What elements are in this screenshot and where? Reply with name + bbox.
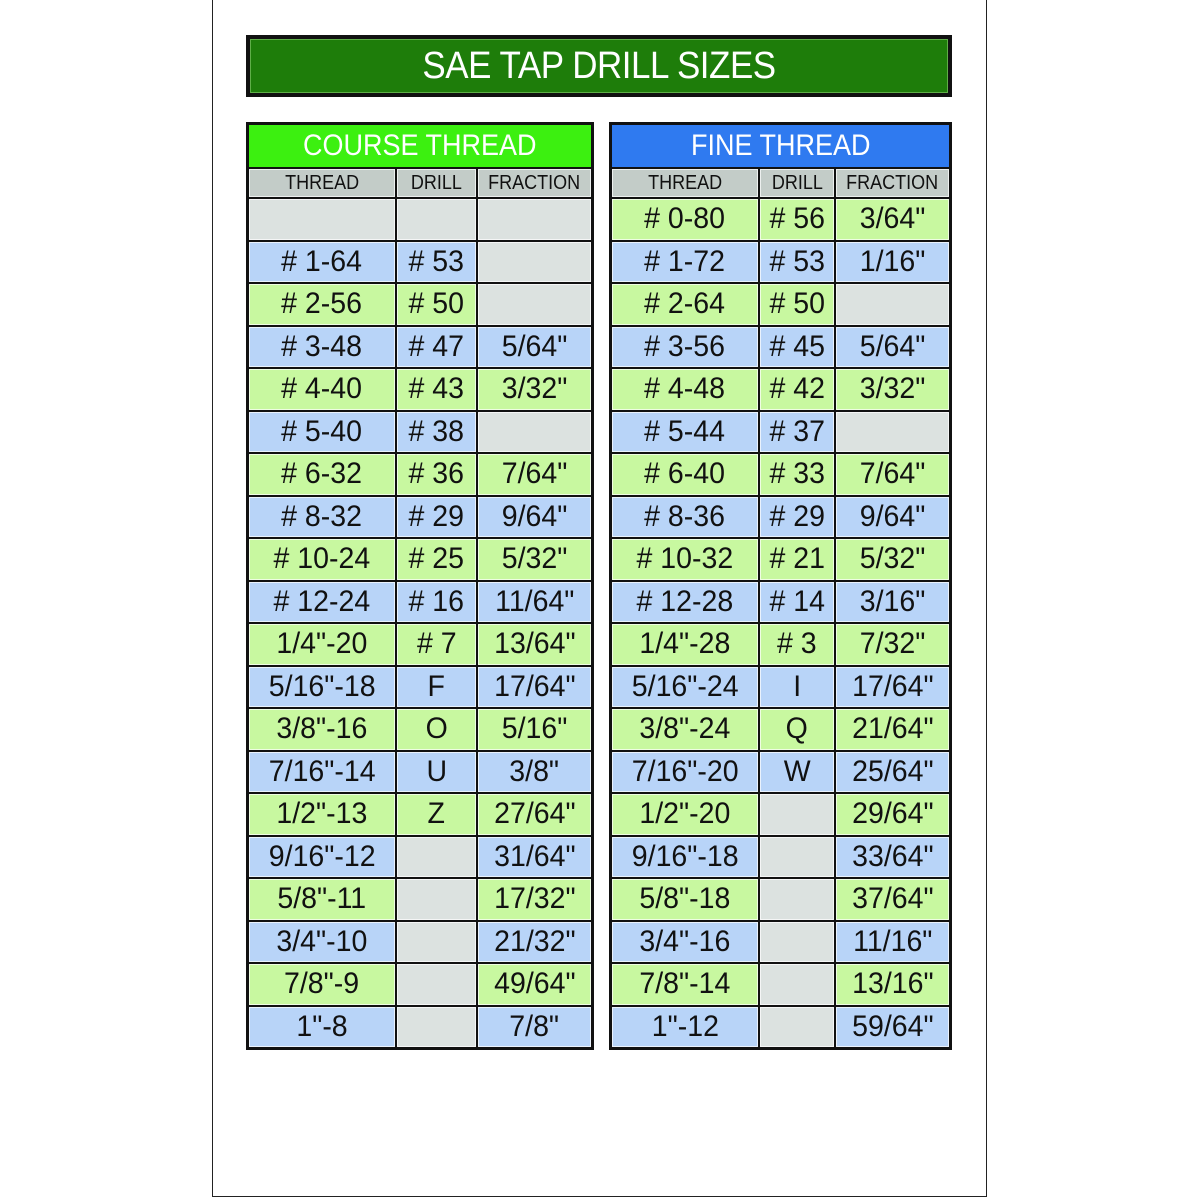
table-row [612,837,949,878]
thread-cell [249,709,395,750]
fraction-cell [836,454,949,495]
thread-cell [612,879,758,920]
cell-value: # 1-72 [644,244,726,278]
cell-value: 17/64" [493,669,576,703]
drill-cell [397,752,476,793]
column-header-label: FRACTION [846,171,939,194]
drill-cell [760,922,834,963]
cell-value: 3/4"-16 [639,924,731,958]
cell-value: 29/64" [851,797,934,831]
fraction-cell [478,327,591,368]
table-row [612,242,949,283]
thread-cell [249,624,395,665]
cell-value: 3/32" [859,372,926,406]
cell-value: # 42 [769,372,825,406]
fraction-cell [836,284,949,325]
drill-cell [760,412,834,453]
table-row [612,752,949,793]
fraction-cell [478,454,591,495]
fraction-cell [836,709,949,750]
drill-cell [760,497,834,538]
fraction-cell [836,327,949,368]
thread-cell [249,242,395,283]
fraction-cell [836,369,949,410]
cell-value: 9/64" [501,499,568,533]
thread-cell [249,794,395,835]
cell-value: 7/64" [501,457,568,491]
drill-cell [760,667,834,708]
cell-value: # 1-64 [281,244,363,278]
thread-cell [249,1007,395,1048]
cell-value: 1/2"-13 [276,797,368,831]
cell-value: 5/32" [501,542,568,576]
fraction-cell [478,624,591,665]
drill-cell [397,667,476,708]
thread-cell [249,284,395,325]
cell-value: # 5-40 [281,414,363,448]
thread-cell [612,709,758,750]
fraction-cell [836,242,949,283]
drill-cell [397,369,476,410]
cell-value: 9/64" [859,499,926,533]
drill-cell [760,582,834,623]
thread-cell [612,369,758,410]
thread-cell [249,539,395,580]
fraction-cell [836,1007,949,1048]
cell-value: 9/16"-12 [268,839,376,873]
page-title: SAE TAP DRILL SIZES [422,44,776,87]
thread-cell [612,964,758,1005]
cell-value: 13/64" [493,627,576,661]
table-row [249,794,591,835]
cell-value: 3/16" [859,584,926,618]
thread-cell [249,369,395,410]
thread-cell [612,794,758,835]
cell-value: # 14 [769,584,825,618]
fraction-cell [836,539,949,580]
fraction-cell [836,497,949,538]
table-row [612,539,949,580]
cell-value: # 45 [769,329,825,363]
drill-cell [760,709,834,750]
fraction-cell [836,624,949,665]
table-row [249,412,591,453]
drill-cell [397,922,476,963]
cell-value: 7/8"-9 [284,967,360,1001]
cell-value: U [426,754,447,788]
cell-value: I [793,669,801,703]
cell-value: 11/64" [494,584,575,618]
cell-value: # 2-56 [281,287,363,321]
course-thread-title: COURSE THREAD [303,129,537,162]
cell-value: # 50 [408,287,465,321]
table-row [612,922,949,963]
thread-cell [249,497,395,538]
table-row [612,412,949,453]
fraction-cell [478,497,591,538]
cell-value: 59/64" [851,1009,934,1043]
cell-value: 1"-12 [651,1009,719,1043]
thread-cell [612,497,758,538]
cell-value: # 10-32 [636,542,734,576]
cell-value: # 29 [408,499,465,533]
table-row [249,582,591,623]
cell-value: # 29 [769,499,825,533]
cell-value: 13/16" [851,967,934,1001]
cell-value: # 3-48 [281,329,363,363]
cell-value: 9/16"-18 [631,839,739,873]
cell-value: 1/2"-20 [639,797,731,831]
cell-value: 21/64" [851,712,934,746]
thread-cell [249,922,395,963]
course-thread-header [249,125,591,167]
cell-value: # 3-56 [644,329,726,363]
fraction-cell [836,667,949,708]
cell-value: 3/8" [509,754,560,788]
table-row [249,199,591,240]
table-row [612,879,949,920]
table-row [612,794,949,835]
cell-value: 3/64" [859,202,926,236]
fraction-cell [478,794,591,835]
table-row [612,327,949,368]
fraction-cell [478,837,591,878]
cell-value: Z [427,797,446,831]
drill-cell [397,539,476,580]
cell-value: # 43 [408,372,465,406]
cell-value: 7/8" [509,1009,560,1043]
cell-value: # 6-40 [644,457,726,491]
thread-cell [249,199,395,240]
cell-value: # 0-80 [644,202,726,236]
fraction-cell [478,879,591,920]
thread-cell [612,837,758,878]
drill-cell [760,242,834,283]
fraction-cell [836,922,949,963]
cell-value: 5/32" [859,542,926,576]
table-row [249,879,591,920]
table-row [612,582,949,623]
table-row [249,242,591,283]
thread-cell [612,667,758,708]
table-row [249,752,591,793]
cell-value: 5/16" [501,712,568,746]
table-row [612,964,949,1005]
cell-value: # 2-64 [644,287,726,321]
cell-value: # 25 [408,542,465,576]
fraction-cell [836,582,949,623]
thread-cell [612,752,758,793]
column-header-thread [612,169,758,197]
column-header-thread [249,169,395,197]
drill-cell [397,454,476,495]
drill-cell [760,794,834,835]
column-header-row [249,169,591,197]
cell-value: # 8-32 [281,499,363,533]
cell-value: 5/16"-24 [631,669,739,703]
table-row [612,454,949,495]
drill-cell [760,624,834,665]
thread-cell [612,327,758,368]
cell-value: 5/8"-11 [277,882,367,916]
table-row [249,284,591,325]
cell-value: 5/16"-18 [268,669,376,703]
table-row [612,1007,949,1048]
table-row [249,497,591,538]
table-row [612,199,949,240]
cell-value: # 12-24 [273,584,371,618]
table-row [612,709,949,750]
cell-value: # 37 [769,414,825,448]
cell-value: # 33 [769,457,825,491]
drill-cell [397,837,476,878]
thread-cell [612,412,758,453]
table-row [612,624,949,665]
cell-value: 7/8"-14 [639,967,731,1001]
table-row [612,284,949,325]
cell-value: # 4-48 [644,372,726,406]
drill-cell [397,879,476,920]
table-row [249,964,591,1005]
fraction-cell [478,752,591,793]
cell-value: F [427,669,446,703]
cell-value: O [425,712,448,746]
drill-cell [397,412,476,453]
cell-value: # 38 [408,414,465,448]
cell-value: 31/64" [493,839,576,873]
cell-value: # 10-24 [273,542,371,576]
table-body [249,199,591,1047]
thread-cell [612,454,758,495]
cell-value: 25/64" [851,754,934,788]
drill-cell [760,539,834,580]
fraction-cell [478,1007,591,1048]
fraction-cell [478,242,591,283]
cell-value: # 3 [777,627,817,661]
column-header-fraction [478,169,591,197]
cell-value: 3/8"-24 [639,712,731,746]
cell-value: # 16 [408,584,465,618]
course-thread-table [246,122,594,1050]
cell-value: # 5-44 [644,414,726,448]
cell-value: # 8-36 [644,499,726,533]
thread-cell [612,284,758,325]
drill-cell [397,284,476,325]
drill-cell [397,1007,476,1048]
cell-value: Q [785,712,809,746]
fraction-cell [836,837,949,878]
cell-value: # 6-32 [281,457,363,491]
cell-value: 27/64" [493,797,576,831]
fraction-cell [478,539,591,580]
cell-value: # 7 [416,627,457,661]
fraction-cell [836,199,949,240]
thread-cell [249,879,395,920]
cell-value: 17/32" [493,882,576,916]
thread-cell [612,624,758,665]
column-header-row [612,169,949,197]
cell-value: 49/64" [493,967,576,1001]
fraction-cell [478,582,591,623]
table-row [249,667,591,708]
column-header-label: FRACTION [488,171,581,194]
thread-cell [249,667,395,708]
drill-cell [760,752,834,793]
drill-cell [760,199,834,240]
drill-cell [760,964,834,1005]
cell-value: 7/16"-14 [268,754,376,788]
drill-cell [397,497,476,538]
drill-cell [397,327,476,368]
drill-cell [760,454,834,495]
drill-cell [760,327,834,368]
table-row [249,624,591,665]
thread-cell [249,837,395,878]
drill-cell [397,794,476,835]
cell-value: 3/32" [501,372,568,406]
column-header-label: DRILL [771,171,823,194]
thread-cell [249,412,395,453]
cell-value: # 47 [408,329,465,363]
thread-cell [249,752,395,793]
fraction-cell [478,412,591,453]
drill-cell [397,709,476,750]
cell-value: # 56 [769,202,825,236]
table-row [249,454,591,495]
cell-value: 5/64" [859,329,926,363]
cell-value: # 12-28 [636,584,734,618]
table-row [249,327,591,368]
fraction-cell [478,964,591,1005]
cell-value: 17/64" [851,669,934,703]
thread-cell [612,1007,758,1048]
cell-value: 3/8"-16 [276,712,368,746]
fraction-cell [836,964,949,1005]
thread-cell [612,539,758,580]
table-row [612,667,949,708]
cell-value: # 53 [769,244,825,278]
cell-value: 33/64" [851,839,934,873]
thread-cell [612,582,758,623]
fraction-cell [836,752,949,793]
cell-value: 7/64" [859,457,926,491]
title-banner [246,35,952,97]
table-body [612,199,949,1047]
table-row [249,369,591,410]
thread-cell [249,964,395,1005]
cell-value: 5/8"-18 [639,882,731,916]
drill-cell [397,582,476,623]
thread-cell [249,454,395,495]
drill-cell [760,284,834,325]
cell-value: 11/16" [852,924,933,958]
fraction-cell [478,709,591,750]
thread-cell [249,582,395,623]
cell-value: 1/16" [859,244,926,278]
drill-cell [397,624,476,665]
thread-cell [249,327,395,368]
cell-value: 7/32" [859,627,926,661]
cell-value: 5/64" [501,329,568,363]
fraction-cell [836,879,949,920]
column-header-label: THREAD [284,171,359,194]
thread-cell [612,922,758,963]
drill-cell [397,964,476,1005]
cell-value: # 4-40 [281,372,363,406]
drill-cell [397,199,476,240]
fraction-cell [478,369,591,410]
drill-cell [760,1007,834,1048]
cell-value: 21/32" [493,924,576,958]
cell-value: 37/64" [851,882,934,916]
column-header-drill [397,169,476,197]
cell-value: # 53 [408,244,465,278]
cell-value: # 50 [769,287,825,321]
drill-cell [397,242,476,283]
cell-value: # 21 [769,542,825,576]
table-row [612,369,949,410]
column-header-label: THREAD [647,171,722,194]
fraction-cell [836,794,949,835]
table-row [249,1007,591,1048]
fraction-cell [478,922,591,963]
cell-value: 1"-8 [296,1009,348,1043]
table-row [249,922,591,963]
drill-cell [760,369,834,410]
column-header-label: DRILL [410,171,463,194]
drill-cell [760,879,834,920]
table-row [612,497,949,538]
fine-thread-table [609,122,952,1050]
column-header-drill [760,169,834,197]
cell-value: W [783,754,811,788]
fine-thread-title: FINE THREAD [690,129,871,162]
drill-cell [760,837,834,878]
fraction-cell [478,284,591,325]
cell-value: 3/4"-10 [276,924,368,958]
cell-value: 7/16"-20 [631,754,739,788]
cell-value: # 36 [408,457,465,491]
cell-value: 1/4"-28 [639,627,731,661]
table-row [249,837,591,878]
fraction-cell [478,667,591,708]
table-row [249,539,591,580]
column-header-fraction [836,169,949,197]
thread-cell [612,242,758,283]
thread-cell [612,199,758,240]
cell-value: 1/4"-20 [276,627,368,661]
fraction-cell [478,199,591,240]
table-row [249,709,591,750]
fraction-cell [836,412,949,453]
fine-thread-header [612,125,949,167]
